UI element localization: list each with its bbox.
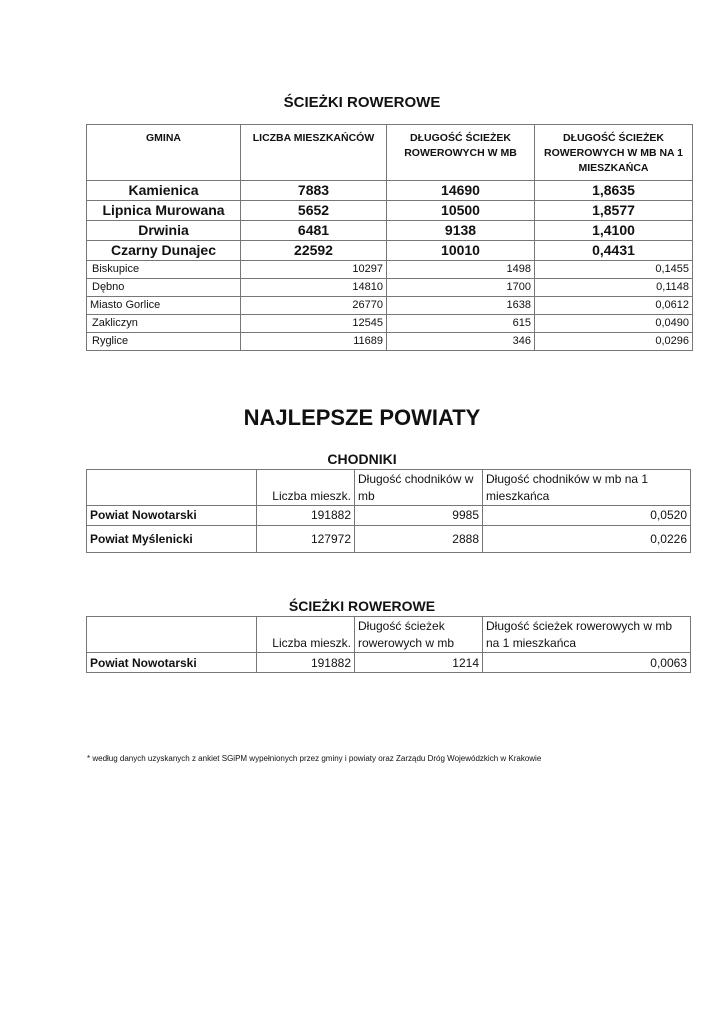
subsection-title-chodniki: CHODNIKI bbox=[327, 451, 397, 467]
cell-population: 127972 bbox=[257, 526, 355, 553]
header-cell: Liczba mieszk. bbox=[257, 617, 355, 653]
cell-per-capita: 1,8577 bbox=[535, 201, 693, 221]
cell-length: 1214 bbox=[355, 653, 483, 673]
header-cell: Długość ścieżek rowerowych w mb bbox=[355, 617, 483, 653]
cell-population: 14810 bbox=[241, 279, 387, 297]
cell-gmina: Zakliczyn bbox=[87, 315, 241, 333]
table-row bbox=[87, 297, 693, 315]
table-row bbox=[87, 261, 693, 279]
header-cell bbox=[87, 617, 257, 653]
cell-population: 5652 bbox=[241, 201, 387, 221]
table-row bbox=[87, 201, 693, 221]
table-row bbox=[87, 221, 693, 241]
cell-length: 9985 bbox=[355, 506, 483, 526]
table-header-row bbox=[87, 125, 693, 181]
cell-population: 191882 bbox=[257, 506, 355, 526]
section-title-sciezki: ŚCIEŻKI ROWEROWE bbox=[283, 94, 441, 111]
table-row bbox=[87, 526, 691, 553]
table-row bbox=[87, 653, 691, 673]
header-cell: Liczba mieszk. bbox=[257, 470, 355, 506]
cell-per-capita: 0,0226 bbox=[483, 526, 691, 553]
header-cell bbox=[87, 470, 257, 506]
cell-gmina: Biskupice bbox=[87, 261, 241, 279]
cell-per-capita: 0,0063 bbox=[483, 653, 691, 673]
chodniki-table bbox=[86, 469, 691, 553]
cell-length: 9138 bbox=[387, 221, 535, 241]
cell-powiat: Powiat Myślenicki bbox=[87, 526, 257, 553]
cell-population: 6481 bbox=[241, 221, 387, 241]
table-header-row bbox=[87, 470, 691, 506]
cell-per-capita: 0,1455 bbox=[535, 261, 693, 279]
sciezki-powiaty-table bbox=[86, 616, 691, 673]
cell-population: 12545 bbox=[241, 315, 387, 333]
cell-gmina: Drwinia bbox=[87, 221, 241, 241]
table-row bbox=[87, 506, 691, 526]
cell-population: 11689 bbox=[241, 333, 387, 351]
cell-gmina: Lipnica Murowana bbox=[87, 201, 241, 221]
header-cell: Długość chodników w mb na 1 mieszkańca bbox=[483, 470, 691, 506]
cell-length: 10010 bbox=[387, 241, 535, 261]
cell-per-capita: 1,8635 bbox=[535, 181, 693, 201]
cell-length: 615 bbox=[387, 315, 535, 333]
table-row bbox=[87, 181, 693, 201]
header-cell: Długość ścieżek rowerowych w mb na 1 mieszkańca bbox=[483, 617, 691, 653]
cell-per-capita: 0,1148 bbox=[535, 279, 693, 297]
cell-length: 1638 bbox=[387, 297, 535, 315]
header-cell: GMINA bbox=[87, 125, 241, 181]
table-row bbox=[87, 241, 693, 261]
table-row bbox=[87, 333, 693, 351]
cell-powiat: Powiat Nowotarski bbox=[87, 506, 257, 526]
header-cell: DŁUGOŚĆ ŚCIEŻEK ROWEROWYCH W MB NA 1 MIESZKAŃCA bbox=[535, 125, 693, 181]
subsection-title-sciezki: ŚCIEŻKI ROWEROWE bbox=[288, 598, 436, 614]
header-cell: DŁUGOŚĆ ŚCIEŻEK ROWEROWYCH W MB bbox=[387, 125, 535, 181]
cell-per-capita: 0,0490 bbox=[535, 315, 693, 333]
cell-per-capita: 0,0520 bbox=[483, 506, 691, 526]
cell-gmina: Czarny Dunajec bbox=[87, 241, 241, 261]
cell-per-capita: 0,0296 bbox=[535, 333, 693, 351]
cell-length: 346 bbox=[387, 333, 535, 351]
cell-gmina: Miasto Gorlice bbox=[87, 297, 241, 315]
cell-length: 2888 bbox=[355, 526, 483, 553]
cell-powiat: Powiat Nowotarski bbox=[87, 653, 257, 673]
section-title-najlepsze-powiaty: NAJLEPSZE POWIATY bbox=[243, 405, 481, 430]
sciezki-gminy-table bbox=[86, 124, 693, 351]
cell-length: 10500 bbox=[387, 201, 535, 221]
cell-length: 14690 bbox=[387, 181, 535, 201]
cell-population: 10297 bbox=[241, 261, 387, 279]
footnote: * według danych uzyskanych z ankiet SGiPM wypełnionych przez gminy i powiaty oraz Zarządu Dróg Wojewódzkich w Krakowie bbox=[87, 754, 542, 763]
cell-population: 26770 bbox=[241, 297, 387, 315]
cell-length: 1498 bbox=[387, 261, 535, 279]
cell-length: 1700 bbox=[387, 279, 535, 297]
cell-per-capita: 0,4431 bbox=[535, 241, 693, 261]
table-row bbox=[87, 315, 693, 333]
table-row bbox=[87, 279, 693, 297]
header-cell: LICZBA MIESZKAŃCÓW bbox=[241, 125, 387, 181]
cell-gmina: Dębno bbox=[87, 279, 241, 297]
cell-per-capita: 0,0612 bbox=[535, 297, 693, 315]
cell-per-capita: 1,4100 bbox=[535, 221, 693, 241]
cell-gmina: Kamienica bbox=[87, 181, 241, 201]
cell-population: 7883 bbox=[241, 181, 387, 201]
cell-population: 22592 bbox=[241, 241, 387, 261]
cell-gmina: Ryglice bbox=[87, 333, 241, 351]
header-cell: Długość chodników w mb bbox=[355, 470, 483, 506]
table-header-row bbox=[87, 617, 691, 653]
cell-population: 191882 bbox=[257, 653, 355, 673]
